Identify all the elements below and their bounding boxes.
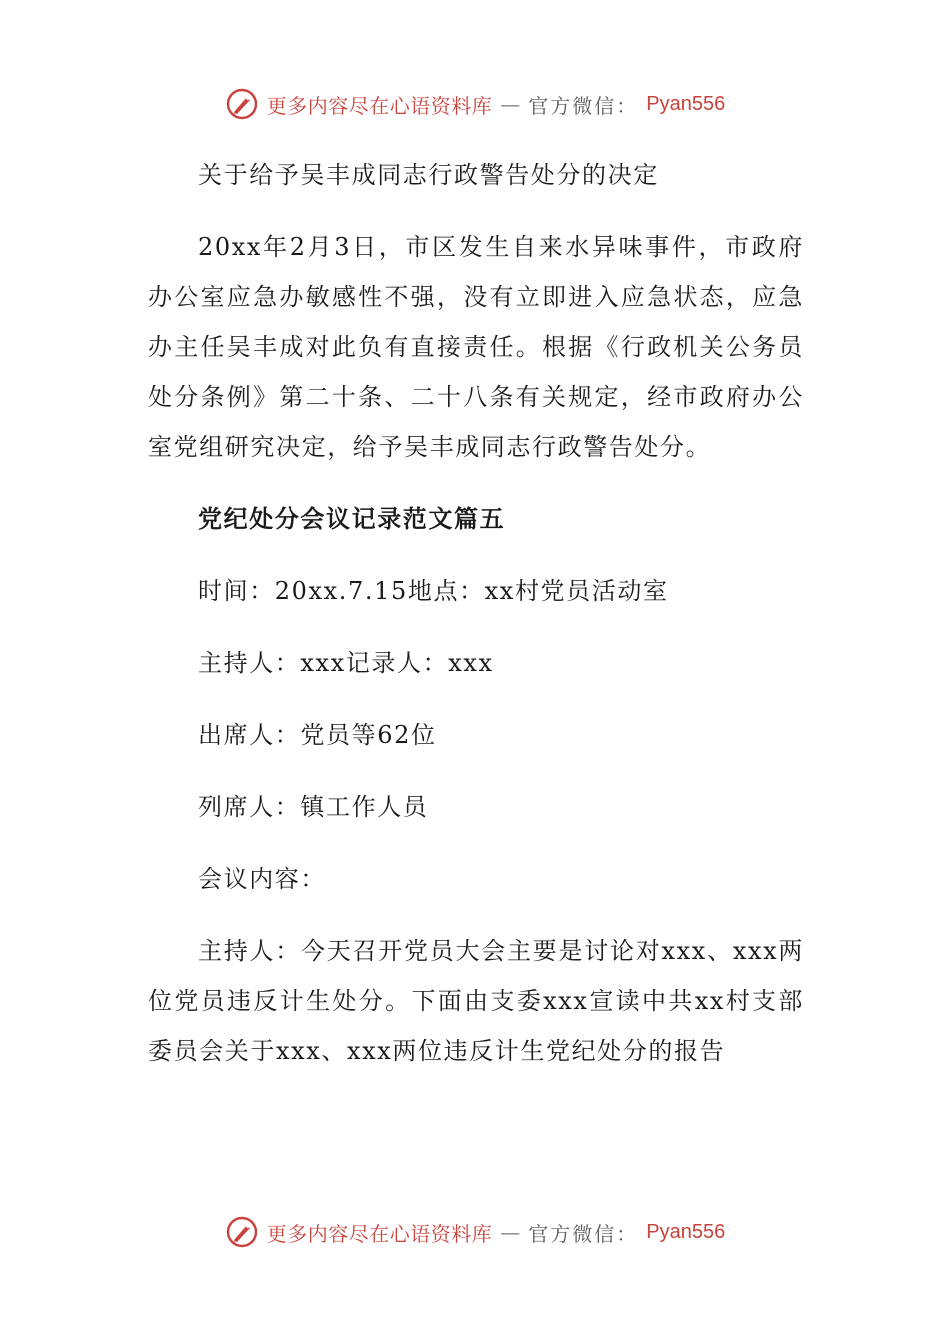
meeting-time-place: 时间：20xx.7.15地点：xx村党员活动室: [198, 577, 669, 605]
header-watermark: [0, 84, 950, 124]
watermark-site-text: 更多内容尽在心语资料库: [266, 93, 493, 118]
pen-nib-seal-icon: [225, 87, 259, 121]
watermark-contact-label: 官方微信：: [528, 1221, 639, 1246]
footer-watermark: [0, 1212, 950, 1252]
decision-title: 关于给予吴丰成同志行政警告处分的决定: [198, 161, 659, 189]
watermark-separator: —: [500, 1220, 521, 1244]
watermark-contact-id: Pyan556: [646, 92, 726, 115]
meeting-host-recorder: 主持人：xxx记录人：xxx: [198, 649, 494, 677]
decision-paragraph: 20xx年2月3日，市区发生自来水异味事件，市政府办公室应急办敏感性不强，没有立即进入应急状态，应急办主任吴丰成对此负有直接责任。根据《行政机关公务员处分条例》第二十条、二十八条有关规定，经市政府办公室党组研究决定，给予吴丰成同志行政警告处分。: [148, 233, 804, 461]
watermark-contact-id: Pyan556: [646, 1220, 726, 1243]
meeting-content-label: 会议内容：: [198, 865, 326, 893]
meeting-observers: 列席人：镇工作人员: [198, 793, 429, 821]
section-heading: 党纪处分会议记录范文篇五: [198, 505, 506, 533]
watermark-contact-label: 官方微信：: [528, 93, 639, 118]
watermark-site-text: 更多内容尽在心语资料库: [266, 1221, 493, 1246]
host-statement: 主持人：今天召开党员大会主要是讨论对xxx、xxx两位党员违反计生处分。下面由支委xxx宣读中共xx村支部委员会关于xxx、xxx两位违反计生党纪处分的报告: [148, 937, 804, 1065]
watermark-separator: —: [500, 92, 521, 116]
pen-nib-seal-icon: [225, 1215, 259, 1249]
meeting-attendees: 出席人：党员等62位: [198, 721, 437, 749]
document-body: [148, 150, 804, 1076]
